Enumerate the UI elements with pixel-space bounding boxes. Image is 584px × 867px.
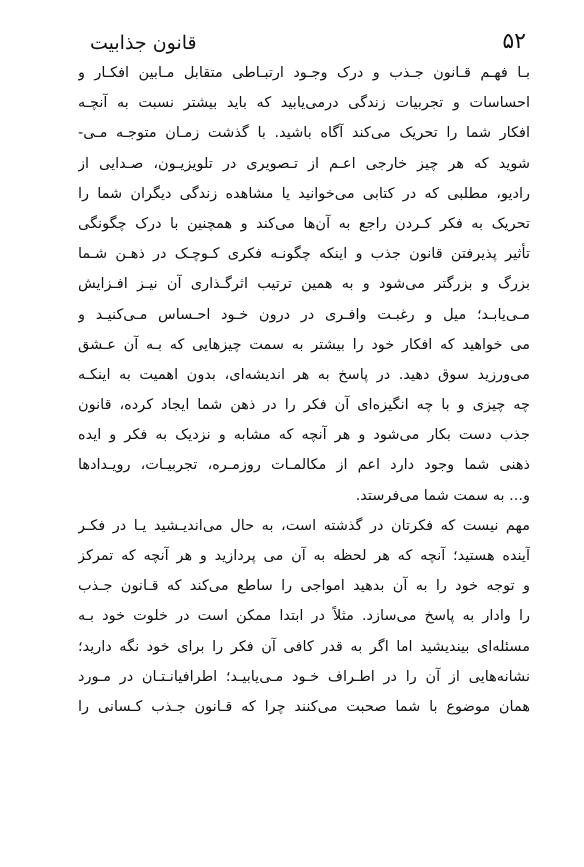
text-line: رادیو، مطلبی که در کتابی می‌خوانید یا مشاهده زندگی دیگران شما را <box>78 185 530 202</box>
text-line: ذهنی شما وجود دارد اعم از مکالمـات روزمـره، تجربیـات، رویـدادها <box>78 457 530 474</box>
running-title: قانون جذابیت <box>90 32 197 54</box>
text-line: را وادار به پاسخ می‌سازد. مثلاً در ابتدا ممکن است در خلوت خود بـه <box>78 608 530 625</box>
text-line: مسئله‌ای بیندیشید اما اگر به قدر کافی آن فکر را برای خود نگه دارید؛ <box>78 638 530 655</box>
text-line: چه چیزی و با چه انگیزه‌ای آن فکر را در ذهن شما ایجاد کرده، قانون <box>78 397 530 414</box>
page-header <box>86 30 526 56</box>
text-line: تحریک به فکر کـردن راجع به آن‌ها می‌کند و همچنین با درک چگونگی <box>78 215 530 232</box>
text-line: بزرگ و بزرگتر می‌شود و به همین ترتیب اثرگـذاری آن نیـز افـزایش <box>78 276 530 293</box>
text-line: مـی‌یابـد؛ میل و رغبـت وافـری در درون خـود احـساس مـی‌کنیـد و <box>78 306 530 323</box>
text-line: می‌ورزید سوق دهید. در پاسخ به هر اندیشه‌ای، بدون اهمیت به اینکـه <box>78 366 530 383</box>
text-line: همان موضوع با شما صحبت می‌کنند چرا که قـانون جـذب کـسانی را <box>78 698 530 715</box>
text-line: می خواهید که افکار خود را بیشتر به سمت چیزهایی که بـه آن عـشق <box>78 336 530 353</box>
text-line: و توجه خود را به آن بدهید امواجی را ساطع می‌کند که قـانون جـذب <box>78 578 530 595</box>
text-line: نشانه‌هایی از آن را در اطـراف خـود مـی‌یابیـد؛ اطرافیانـتـان در مـورد <box>78 668 530 685</box>
text-line: تأثیر پذیرفتن قانون جذب و اینکه چگونـه فکری کـوچـک در ذهـن شـما <box>78 246 530 263</box>
paragraph-1 <box>78 58 530 511</box>
text-line: و... به سمت شما می‌فرستد. <box>355 487 530 504</box>
body-text <box>78 58 530 722</box>
text-line: بـا فهـم قـانون جـذب و درک وجـود ارتبـاطی متقابل مـابین افکـار و <box>78 65 530 81</box>
text-line: احساسات و تجربیات زندگی درمی‌یابید که باید بیشتر نسبت به آنچـه <box>78 95 530 112</box>
text-line: جذب دست بکار می‌شود و هر آنچه که مشابه و نزدیک به فکر و ایده <box>78 427 530 444</box>
text-line: شوید که هر چیز خارجی اعـم از تـصویری در تلویزیـون، صـدایی از <box>78 155 530 172</box>
paragraph-2 <box>78 511 530 722</box>
page-number: ۵۲ <box>502 29 526 54</box>
text-line: افکار شما را تحریک می‌کند آگاه باشید. با گذشت زمـان متوجـه مـی- <box>78 125 530 142</box>
text-line: آینده هستید؛ آنچه که هر لحظه به آن می پردازید و هر آنچه که تمرکز <box>78 548 530 564</box>
text-line: مهم نیست که فکرتان در گذشته است، به حال می‌اندیـشید یـا در فکـر <box>78 517 530 534</box>
